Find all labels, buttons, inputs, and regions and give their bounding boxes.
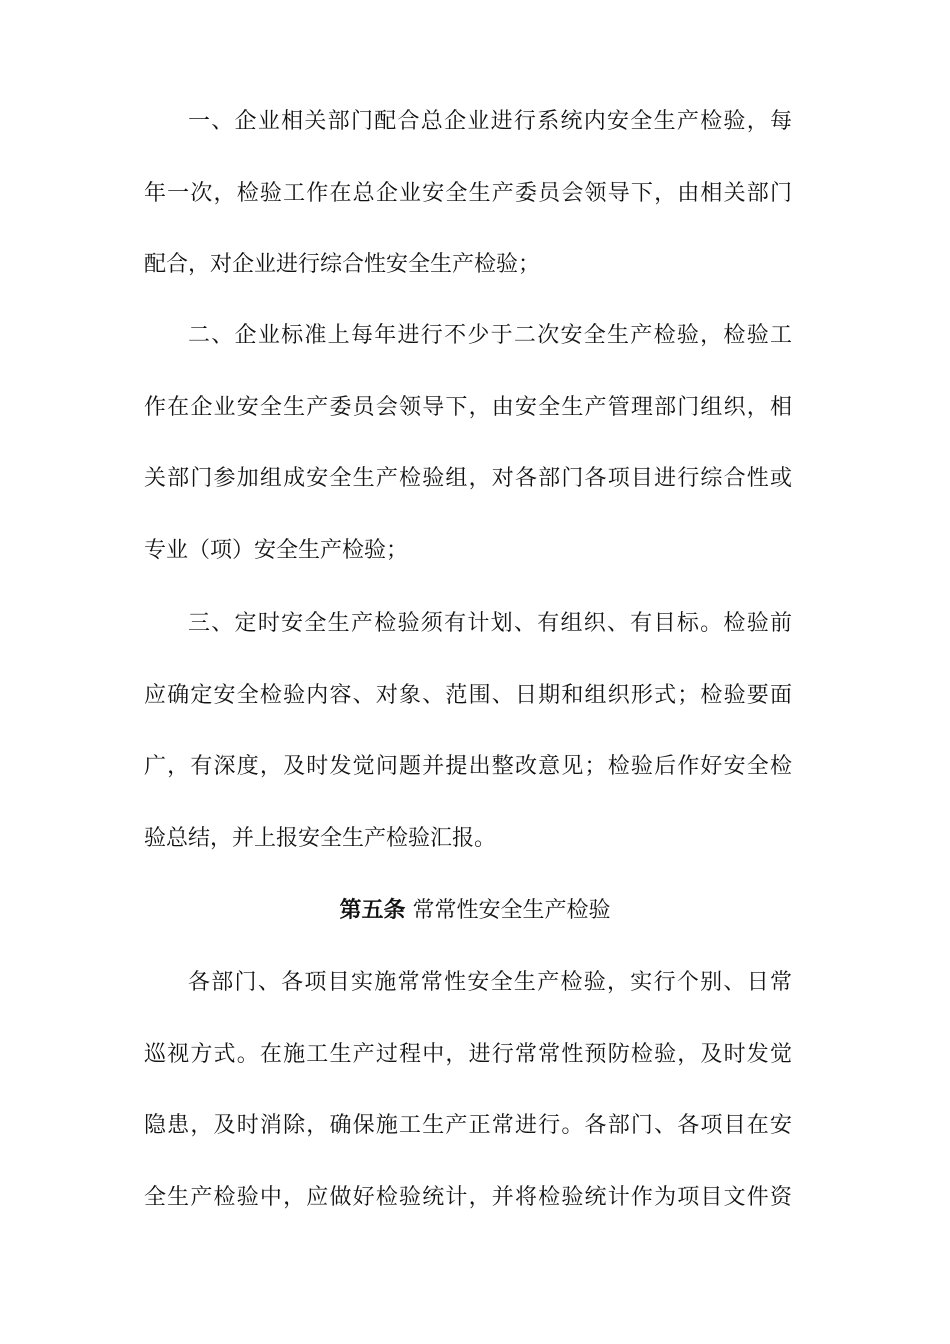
paragraph-2-line-3: 关部门参加组成安全生产检验组，对各部门各项目进行综合性或	[144, 466, 792, 492]
paragraph-1-line-1: 一、企业相关部门配合总企业进行系统内安全生产检验，每	[188, 109, 792, 134]
paragraph-3-line-2: 应确定安全检验内容、对象、范围、日期和组织形式；检验要面	[144, 682, 792, 708]
paragraph-2-line-2: 作在企业安全生产委员会领导下，由安全生产管理部门组织，相	[144, 394, 792, 420]
paragraph-4-line-4: 全生产检验中，应做好检验统计，并将检验统计作为项目文件资	[144, 1184, 792, 1210]
article-number: 第五条	[339, 898, 406, 923]
paragraph-3-line-1: 三、定时安全生产检验须有计划、有组织、有目标。检验前	[188, 611, 792, 636]
paragraph-1-line-2: 年一次，检验工作在总企业安全生产委员会领导下，由相关部门	[144, 180, 792, 206]
paragraph-1	[144, 86, 792, 301]
paragraph-4	[144, 947, 792, 1233]
paragraph-4-line-1: 各部门、各项目实施常常性安全生产检验，实行个别、日常	[188, 970, 792, 995]
paragraph-2-line-1: 二、企业标准上每年进行不少于二次安全生产检验，检验工	[188, 323, 792, 348]
paragraph-4-line-2: 巡视方式。在施工生产过程中，进行常常性预防检验，及时发觉	[144, 1041, 792, 1067]
paragraph-1-line-3: 配合，对企业进行综合性安全生产检验；	[144, 252, 541, 278]
paragraph-3-line-3: 广，有深度，及时发觉问题并提出整改意见；检验后作好安全检	[144, 754, 792, 780]
paragraph-2-line-4: 专业（项）安全生产检验；	[144, 537, 409, 563]
paragraph-4-line-3: 隐患，及时消除，确保施工生产正常进行。各部门、各项目在安	[144, 1113, 792, 1139]
article-title: 常常性安全生产检验	[405, 898, 611, 923]
paragraph-2	[144, 300, 792, 586]
paragraph-3-line-4: 验总结，并上报安全生产检验汇报。	[144, 825, 497, 851]
paragraph-3	[144, 588, 792, 874]
article-heading	[144, 875, 806, 947]
